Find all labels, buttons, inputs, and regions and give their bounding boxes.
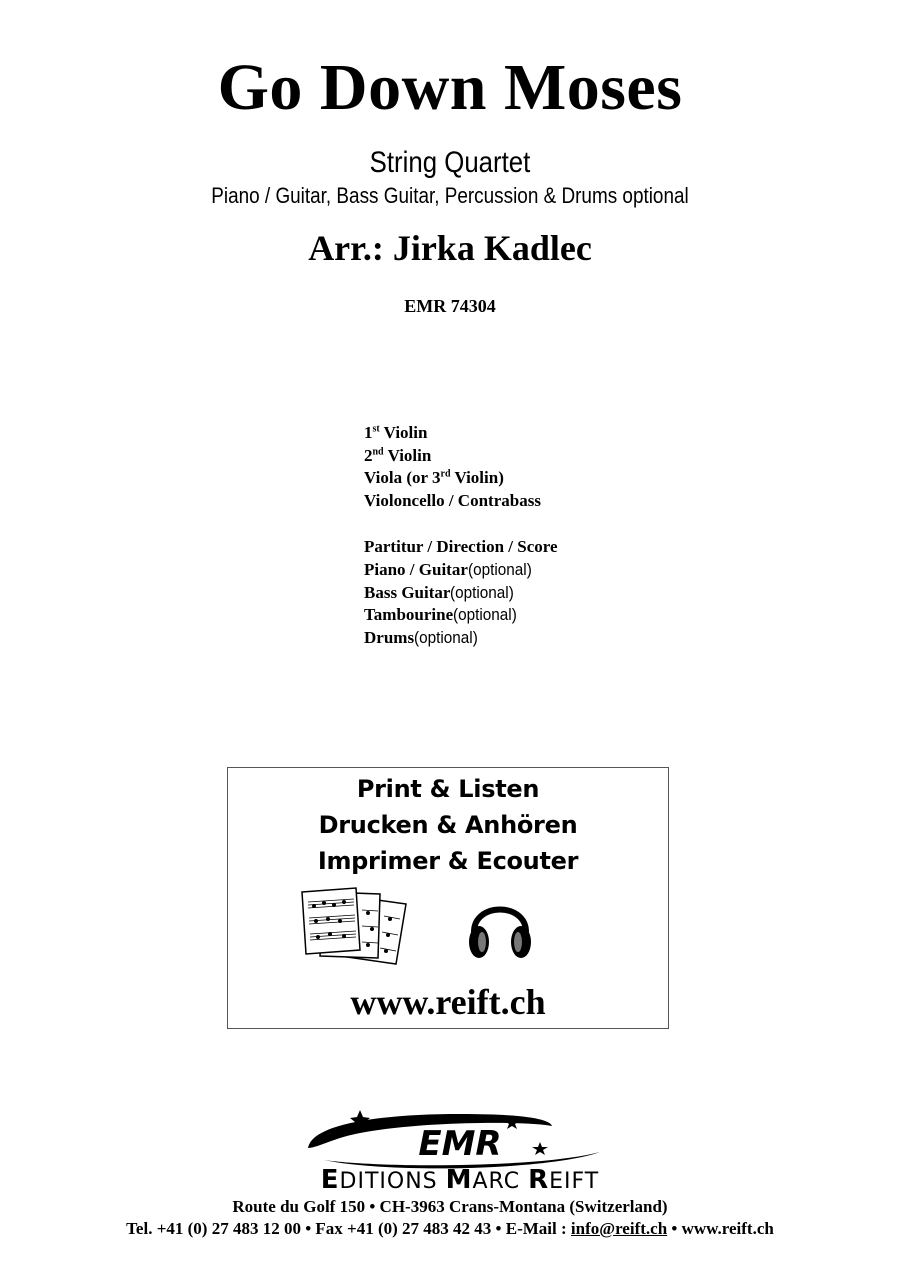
part-drums: Drums(optional)	[364, 627, 478, 647]
parts-list	[364, 422, 558, 649]
sheet-music-icon	[300, 886, 412, 968]
instrumentation-line: Piano / Guitar, Bass Guitar, Percussion & Drums optional	[211, 183, 689, 208]
promo-line-german: Drucken & Anhören	[318, 811, 578, 839]
publisher-address: Route du Golf 150 • CH-3963 Crans-Montana (Switzerland)	[232, 1197, 668, 1216]
part-viola: Viola (or 3rd Violin)	[364, 468, 504, 488]
part-piano: Piano / Guitar(optional)	[364, 559, 532, 579]
promo-line-french: Imprimer & Ecouter	[317, 847, 579, 875]
part-violin-2: 2nd Violin	[364, 445, 432, 465]
publisher-contact: Tel. +41 (0) 27 483 12 00 • Fax +41 (0) 27 483 42 43 • E-Mail : info@reift.ch • www.reift.ch	[126, 1219, 774, 1238]
arranger: Arr.: Jirka Kadlec	[308, 228, 592, 268]
catalog-number: EMR 74304	[404, 296, 496, 316]
website-url[interactable]: www.reift.ch	[350, 982, 546, 1022]
emr-logo	[300, 1108, 620, 1190]
parts-spacer	[364, 512, 558, 536]
print-listen-box	[227, 767, 669, 1029]
part-bass-guitar: Bass Guitar(optional)	[364, 582, 515, 602]
email-link[interactable]: info@reift.ch	[570, 1219, 668, 1238]
part-tambourine: Tambourine(optional)	[364, 605, 517, 625]
part-cello: Violoncello / Contrabass	[364, 490, 541, 510]
title: Go Down Moses	[217, 51, 683, 124]
headphones-icon	[464, 892, 536, 964]
logo-emr-text: EMR	[418, 1124, 502, 1164]
part-score: Partitur / Direction / Score	[364, 537, 558, 557]
subtitle: String Quartet	[369, 146, 531, 179]
part-violin-1: 1st Violin	[364, 423, 428, 442]
promo-line-english: Print & Listen	[356, 775, 540, 803]
publisher-name: EDITIONS MARC REIFT	[320, 1165, 600, 1190]
